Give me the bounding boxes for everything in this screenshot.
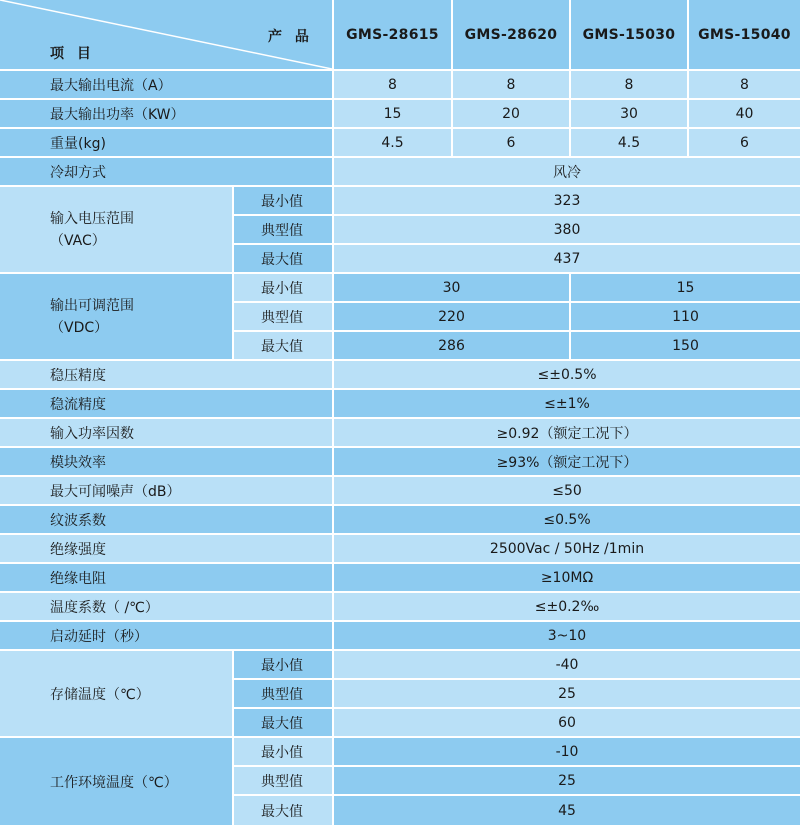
group-label-unit: （VAC） xyxy=(50,232,106,249)
value-cell: 15 xyxy=(334,100,451,127)
row-label: 模块效率 xyxy=(0,448,332,475)
row-label-weight: 重量(kg) xyxy=(0,129,332,156)
value-cell: 20 xyxy=(453,100,569,127)
sub-label: 最大值 xyxy=(234,796,332,825)
row-label: 稳压精度 xyxy=(0,361,332,388)
value-cell: ≤±1% xyxy=(334,390,800,417)
row-label-cooling: 冷却方式 xyxy=(0,158,332,185)
value-cell: 8 xyxy=(453,71,569,98)
model-header: GMS-15040 xyxy=(689,0,800,69)
value-cell: 6 xyxy=(453,129,569,156)
model-header: GMS-28615 xyxy=(334,0,451,69)
sub-label: 典型值 xyxy=(234,303,332,330)
value-cell: 323 xyxy=(334,187,800,214)
value-cell: 8 xyxy=(571,71,687,98)
value-cell: 25 xyxy=(334,680,800,707)
value-cell: 4.5 xyxy=(571,129,687,156)
row-label: 输入功率因数 xyxy=(0,419,332,446)
value-cell: 150 xyxy=(571,332,800,359)
sub-label: 典型值 xyxy=(234,767,332,794)
row-label: 启动延时（秒） xyxy=(0,622,332,649)
value-cell: 60 xyxy=(334,709,800,736)
value-cell: ≤±0.5% xyxy=(334,361,800,388)
sub-label: 最大值 xyxy=(234,709,332,736)
row-label: 纹波系数 xyxy=(0,506,332,533)
value-cell: 25 xyxy=(334,767,800,794)
model-header: GMS-28620 xyxy=(453,0,569,69)
row-label: 温度系数（ /℃） xyxy=(0,593,332,620)
row-label: 最大可闻噪声（dB） xyxy=(0,477,332,504)
model-header: GMS-15030 xyxy=(571,0,687,69)
row-label-max-power: 最大输出功率（KW） xyxy=(0,100,332,127)
row-label: 绝缘强度 xyxy=(0,535,332,562)
value-cell: 15 xyxy=(571,274,800,301)
value-cell: ≥10MΩ xyxy=(334,564,800,591)
value-cell: -40 xyxy=(334,651,800,678)
sub-label: 最小值 xyxy=(234,651,332,678)
value-cell: 4.5 xyxy=(334,129,451,156)
group-label-line: 输出可调范围 xyxy=(50,297,134,314)
sub-label: 最小值 xyxy=(234,738,332,765)
sub-label: 最小值 xyxy=(234,187,332,214)
value-cell: 40 xyxy=(689,100,800,127)
row-label: 绝缘电阻 xyxy=(0,564,332,591)
group-label-unit: （VDC） xyxy=(50,319,109,336)
value-cell: ≥0.92（额定工况下） xyxy=(334,419,800,446)
value-cell: 380 xyxy=(334,216,800,243)
value-cell: 30 xyxy=(334,274,569,301)
value-cell: 45 xyxy=(334,796,800,825)
value-cell: ≥93%（额定工况下） xyxy=(334,448,800,475)
value-cell: ≤50 xyxy=(334,477,800,504)
sub-label: 最大值 xyxy=(234,245,332,272)
value-cell: 220 xyxy=(334,303,569,330)
group-label-operating-temp: 工作环境温度（℃） xyxy=(0,738,232,825)
value-cell: 3~10 xyxy=(334,622,800,649)
header-corner-cell xyxy=(0,0,332,69)
row-label: 稳流精度 xyxy=(0,390,332,417)
value-cell: 30 xyxy=(571,100,687,127)
corner-product-label: 产 品 xyxy=(268,29,313,45)
sub-label: 典型值 xyxy=(234,216,332,243)
group-label-storage-temp: 存储温度（℃） xyxy=(0,651,232,736)
group-label-input-voltage xyxy=(0,187,232,272)
value-cell: -10 xyxy=(334,738,800,765)
group-label-line: 输入电压范围 xyxy=(50,210,134,227)
value-cell: ≤±0.2‰ xyxy=(334,593,800,620)
value-cell: 2500Vac / 50Hz /1min xyxy=(334,535,800,562)
group-label-output-voltage xyxy=(0,274,232,359)
sub-label: 典型值 xyxy=(234,680,332,707)
value-cell: 风冷 xyxy=(334,158,800,185)
value-cell: 8 xyxy=(689,71,800,98)
value-cell: 110 xyxy=(571,303,800,330)
value-cell: ≤0.5% xyxy=(334,506,800,533)
sub-label: 最小值 xyxy=(234,274,332,301)
value-cell: 6 xyxy=(689,129,800,156)
value-cell: 437 xyxy=(334,245,800,272)
value-cell: 286 xyxy=(334,332,569,359)
sub-label: 最大值 xyxy=(234,332,332,359)
row-label-max-current: 最大输出电流（A） xyxy=(0,71,332,98)
corner-item-label: 项 目 xyxy=(50,46,95,62)
value-cell: 8 xyxy=(334,71,451,98)
